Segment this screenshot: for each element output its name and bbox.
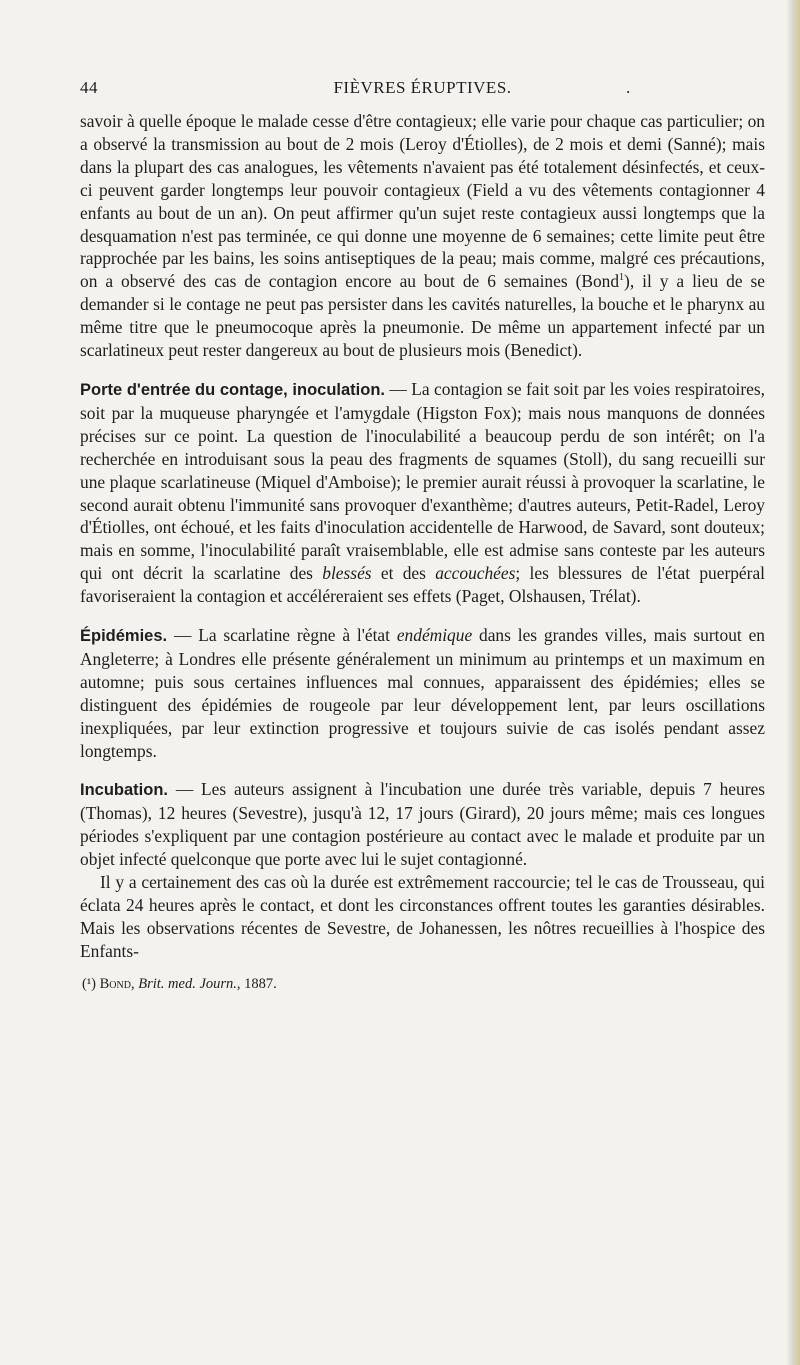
paragraph-incubation (80, 778, 765, 871)
page-edge-shadow (786, 0, 800, 1365)
emphasis-endemique: endémique (396, 625, 473, 646)
paragraph-text: et des (371, 563, 436, 584)
running-title: FIÈVRES ÉRUPTIVES. (333, 78, 512, 97)
paragraph-text: Il y a certainement des cas où la durée est extrêmement raccourcie; tel le cas de Trousseau, qui éclata 24 heures après le contact, et dont les circonstances offrent toutes les garanties désirables. Mais les observations récentes de Sevestre, de Johanessen, les nôtres recueillies à l'hospice des Enfants- (80, 872, 765, 961)
paragraph-text: — Les auteurs assignent à l'incubation une durée très variable, depuis 7 heures (Thomas), 12 heures (Sevestre), jusqu'à 12, 17 jours (Girard), 20 jours même; mais ces longues périodes s'expliquent par une contagion postérieure au contact avec le malade et produite par un objet infecté quelconque que porte avec lui le sujet contagionné. (80, 779, 765, 870)
footnote-source: Brit. med. Journ., (138, 975, 241, 992)
paragraph-contagion-duration (80, 110, 765, 362)
emphasis-blesses: blessés (322, 563, 372, 584)
running-head (80, 78, 765, 104)
body-text (80, 110, 765, 963)
book-page (80, 78, 765, 993)
paragraph-porte-entree (80, 378, 765, 608)
footnote-reference: 1 (619, 272, 625, 284)
footnote (80, 975, 765, 993)
paragraph-text-continued: ), il y a lieu de se demander si le contage ne peut pas persister dans les cavités naturelles, la bouche et le pharynx au même titre que le pneumocoque après la pneumonie. De même un appartement infecté par un scarlatineux peut rester dangereux au bout de plusieurs mois (Benedict). (80, 271, 765, 361)
emphasis-accouchees: accouchées (435, 563, 516, 584)
paragraph-epidemies (80, 624, 765, 762)
paragraph-text: dans les grandes villes, mais surtout en Angleterre; à Londres elle présente généralement un minimum au printemps et un maximum en automne; puis sous certaines influences mal connues, apparaissent des épidémies; elles se distinguent des épidémies de rougeole par leur développement lent, par leurs oscillations inexpliquées, par leur extinction progressive et toujours suivie de cas isolés pendant assez longtemps. (80, 625, 765, 761)
footnote-author: Bond, (99, 975, 135, 992)
stray-mark: . (626, 78, 631, 97)
paragraph-text: — La contagion se fait soit par les voies respiratoires, soit par la muqueuse pharyngée et l'amygdale (Higston Fox); mais nous manquons de données précises sur ce point. La question de l'inoculabilité a beaucoup perdu de son intérêt; on l'a recherchée en introduisant sous la peau des fragments de squames (Stoll), du sang recueilli sur une plaque scarlatineuse (Miquel d'Amboise); le premier aurait réussi à provoquer la scarlatine, le second aurait obtenu l'immunité sans provoquer d'exanthème; d'autres auteurs, Petit-Radel, Leroy d'Étiolles, ont échoué, et les faits d'inoculation accidentelle de Harwood, de Savard, sont douteux; mais en somme, l'inoculabilité paraît vraisemblable, elle est admise sans conteste par les auteurs qui ont décrit la scarlatine des (80, 378, 765, 584)
paragraph-text: ; les blessures de l'état puerpéral favoriseraient la contagion et accéléreraient ses effets (Paget, Olshausen, Trélat). (80, 563, 765, 607)
paragraph-text: — La scarlatine règne à l'état (167, 625, 397, 646)
footnote-year: 1887. (244, 975, 277, 992)
footnote-marker: (¹) (82, 975, 97, 992)
section-heading-epidemies: Épidémies. (80, 627, 168, 646)
paragraph-incubation-short (80, 871, 765, 963)
paragraph-text: savoir à quelle époque le malade cesse d'être contagieux; elle varie pour chaque cas particulier; on a observé la transmission au bout de 2 mois (Leroy d'Étiolles), de 2 mois et demi (Sanné); mais dans la plupart des cas analogues, les vêtements n'avaient pas été totalement désinfectés, et ceux-ci peuvent garder longtemps leur pouvoir contagieux (Field a vu des vêtements contagionner 4 enfants au bout de un an). On peut affirmer qu'un sujet reste contagieux aussi longtemps que la desquamation n'est pas terminée, ce qui donne une moyenne de 6 semaines; cette limite peut être rapprochée par les bains, les soins antiseptiques de la peau; mais comme, malgré ces précautions, on a observé des cas de contagion encore au bout de 6 semaines (Bond (80, 111, 765, 292)
page-number: 44 (80, 78, 98, 97)
section-heading-porte-entree: Porte d'entrée du contage, inoculation. (80, 380, 385, 399)
section-heading-incubation: Incubation. (80, 781, 168, 800)
